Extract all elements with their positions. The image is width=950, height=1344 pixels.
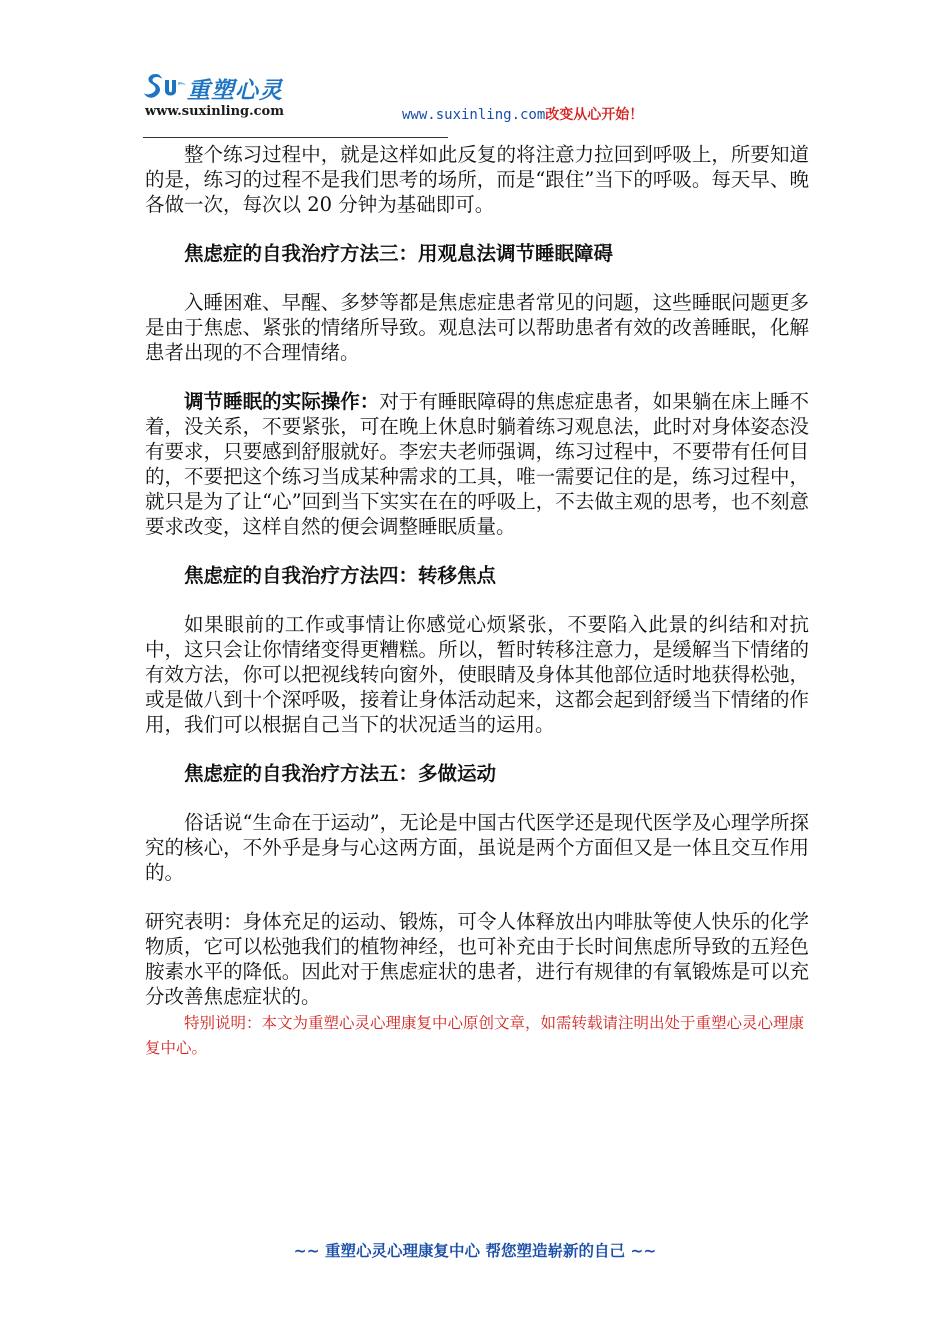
site-url-link[interactable]: www.suxinling.com [402, 107, 546, 123]
paragraph-shift-focus: 如果眼前的工作或事情让你感觉心烦紧张，不要陷入此景的纠结和对抗中，这只会让你情绪变得更糟糕。所以，暂时转移注意力，是缓解当下情绪的有效方法，你可以把视线转向窗外，使眼睛及身体其他部位适时地获得松弛，或是做八到十个深呼吸，接着让身体活动起来，这都会起到舒缓当下情绪的作用，我们可以根据自己当下的状况适当的运用。 [145, 613, 809, 736]
copyright-note: 特别说明：本文为重塑心灵心理康复中心原创文章，如需转载请注明出处于重塑心灵心理康复中心。 [145, 1014, 805, 1057]
footer-slogan: ~~ 重塑心灵心理康复中心 帮您塑造崭新的自己 ~~ [293, 1242, 657, 1260]
header-slogan: 改变从心开始！ [545, 107, 644, 123]
header-divider [143, 137, 448, 138]
site-logo[interactable] [143, 70, 318, 122]
paragraph-sleep-practice [145, 389, 809, 539]
logo-url: www.suxinling.com [145, 104, 284, 119]
sleep-practice-text: 对于有睡眠障碍的焦虑症患者，如果躺在床上睡不着，没关系，不要紧张，可在晚上休息时躺着练习观息法，此时对身体姿态没有要求，只要感到舒服就好。李宏夫老师强调，练习过程中，不要带有任何目的，不要把这个练习当成某种需求的工具，唯一需要记住的是，练习过程中，就只是为了让“心”回到当下实实在在的呼吸上，不去做主观的思考，也不刻意要求改变，这样自然的便会调整睡眠质量。 [145, 390, 809, 538]
inline-label-sleep-practice: 调节睡眠的实际操作： [184, 390, 380, 413]
paragraph-practice-process: 整个练习过程中，就是这样如此反复的将注意力拉回到呼吸上，所要知道的是，练习的过程不是我们思考的场所，而是“跟住”当下的呼吸。每天早、晚各做一次，每次以 20 分钟为基础即可。 [145, 143, 809, 216]
logo-title: 重塑心灵 [187, 78, 283, 104]
su-wave-logo-icon [143, 70, 187, 106]
section-heading-method-5: 焦虑症的自我治疗方法五：多做运动 [184, 762, 497, 785]
article-body [145, 142, 809, 1061]
paragraph-exercise-intro: 俗话说“生命在于运动”，无论是中国古代医学还是现代医学及心理学所探究的核心，不外乎是身与心这两方面，虽说是两个方面但又是一体且交互作用的。 [145, 811, 809, 884]
paragraph-sleep-problems: 入睡困难、早醒、多梦等都是焦虑症患者常见的问题，这些睡眠问题更多是由于焦虑、紧张的情绪所导致。观息法可以帮助患者有效的改善睡眠，化解患者出现的不合理情绪。 [145, 291, 809, 364]
paragraph-research: 研究表明：身体充足的运动、锻炼，可令人体释放出内啡肽等使人快乐的化学物质，它可以松弛我们的植物神经，也可补充由于长时间焦虑所导致的五羟色胺素水平的降低。因此对于焦虑症状的患者，进行有规律的有氧锻炼是可以充分改善焦虑症状的。 [145, 910, 809, 1008]
section-heading-method-3: 焦虑症的自我治疗方法三：用观息法调节睡眠障碍 [184, 242, 614, 265]
header-tagline [402, 104, 643, 124]
section-heading-method-4: 焦虑症的自我治疗方法四：转移焦点 [184, 564, 497, 587]
